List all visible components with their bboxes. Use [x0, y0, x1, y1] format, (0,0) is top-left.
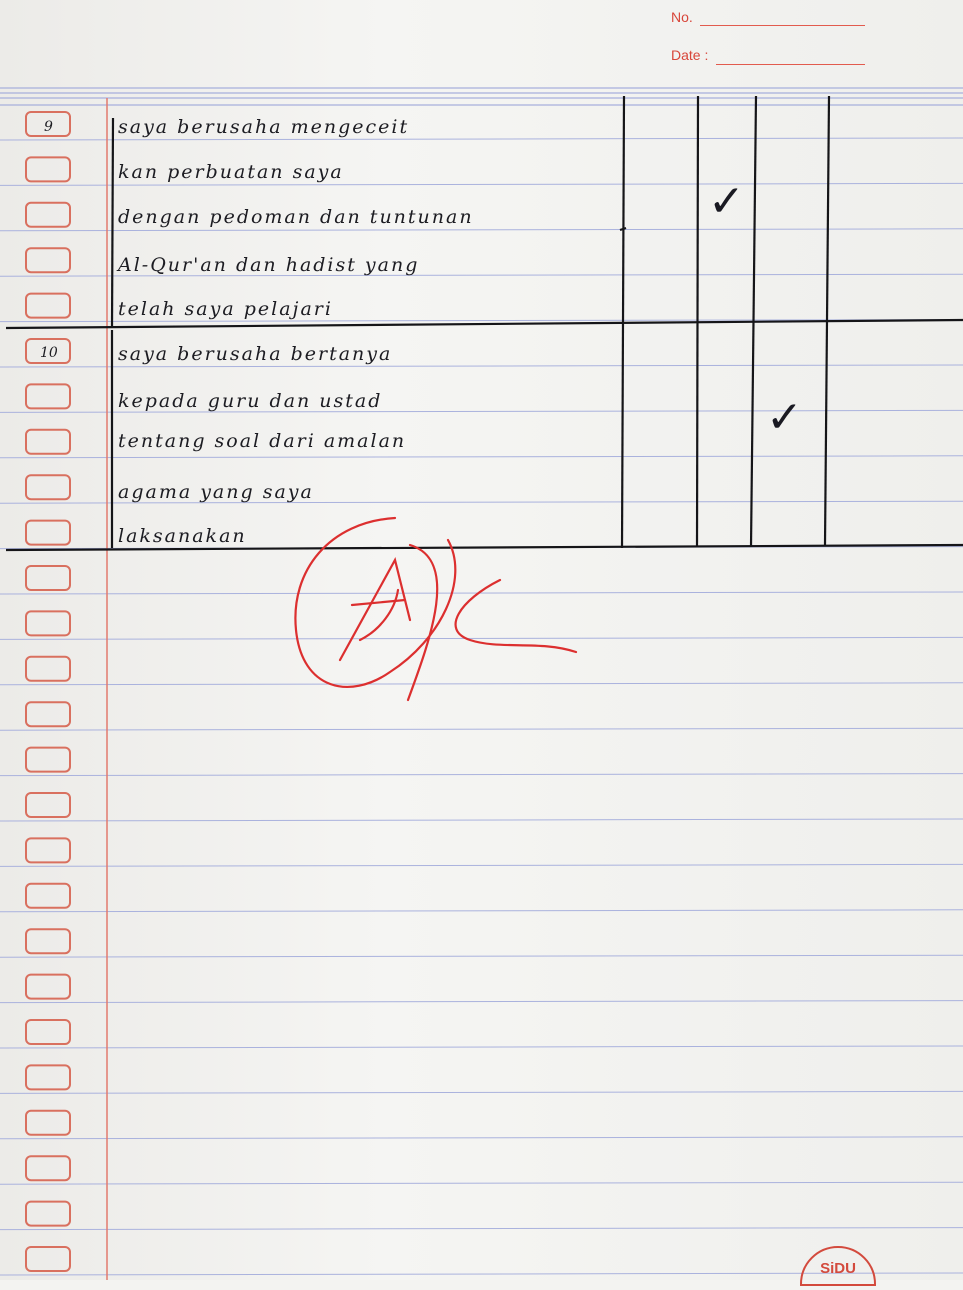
- checkmark-icon: ✓: [708, 176, 745, 227]
- ruled-line: [0, 955, 963, 957]
- ruled-line: [0, 1046, 963, 1048]
- ruled-line: [0, 683, 963, 685]
- ruled-line: [0, 229, 963, 231]
- entry-number: 9: [44, 119, 53, 135]
- ruled-line: [0, 910, 963, 912]
- brand-logo: SiDU: [800, 1246, 876, 1286]
- binding-box: [26, 702, 70, 726]
- ruled-line: [0, 819, 963, 821]
- ruled-line: [0, 365, 963, 367]
- binding-box: [26, 657, 70, 681]
- ruled-line: [0, 138, 963, 140]
- ruled-line: [0, 1091, 963, 1093]
- binding-box: [26, 748, 70, 772]
- checkmark-icon: ✓: [766, 392, 803, 443]
- binding-box: [26, 521, 70, 545]
- binding-box: [26, 1247, 70, 1271]
- ruled-line: [0, 183, 963, 185]
- binding-box: [26, 294, 70, 318]
- binding-box: [26, 975, 70, 999]
- no-line: [700, 25, 865, 26]
- binding-box: [26, 157, 70, 181]
- entry-line: Al-Qur'an dan hadist yang: [118, 254, 420, 276]
- grade-mark: [295, 518, 576, 700]
- binding-box: [26, 475, 70, 499]
- binding-box: [26, 1202, 70, 1226]
- ruled-line: [0, 1182, 963, 1184]
- ruled-line: [0, 592, 963, 594]
- binding-box: [26, 1111, 70, 1135]
- ruled-line: [0, 1001, 963, 1003]
- binding-box: [26, 884, 70, 908]
- date-label: Date :: [671, 47, 709, 63]
- binding-box: [26, 793, 70, 817]
- ruled-line: [0, 456, 963, 458]
- binding-box: [26, 611, 70, 635]
- ruled-line: [0, 728, 963, 730]
- entry-line: saya berusaha bertanya: [118, 343, 393, 365]
- entry-line: tentang soal dari amalan: [118, 430, 407, 452]
- entry-line: telah saya pelajari: [118, 298, 333, 320]
- entry-line: saya berusaha mengeceit: [118, 116, 410, 138]
- binding-box: [26, 430, 70, 454]
- binding-box: [26, 1065, 70, 1089]
- ruled-line: [0, 637, 963, 639]
- entry-line: dengan pedoman dan tuntunan: [118, 206, 474, 228]
- binding-box: [26, 929, 70, 953]
- ruled-line: [0, 864, 963, 866]
- binding-box: [26, 566, 70, 590]
- binding-box: [26, 248, 70, 272]
- no-label: No.: [671, 9, 693, 25]
- entry-line: laksanakan: [118, 525, 247, 547]
- ruled-line: [0, 1228, 963, 1230]
- entry-number: 10: [40, 345, 58, 361]
- binding-box: [26, 203, 70, 227]
- entry-line: kepada guru dan ustad: [118, 390, 383, 412]
- ruled-line: [0, 1137, 963, 1139]
- binding-box: [26, 838, 70, 862]
- binding-box: [26, 384, 70, 408]
- binding-box: [26, 1020, 70, 1044]
- entry-line: kan perbuatan saya: [118, 161, 344, 183]
- binding-box: [26, 1156, 70, 1180]
- ruled-line: [0, 774, 963, 776]
- entry-line: agama yang saya: [118, 481, 314, 503]
- date-line: [716, 64, 865, 65]
